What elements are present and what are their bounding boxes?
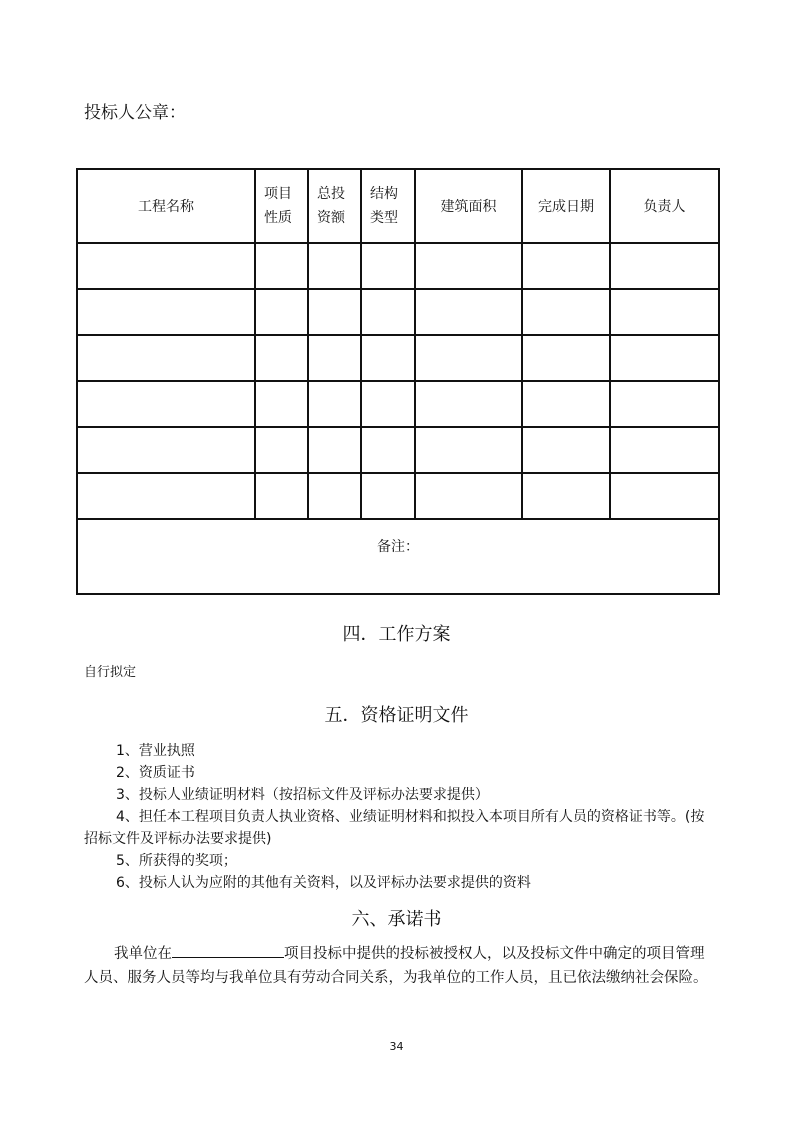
performance-table bbox=[76, 168, 720, 595]
list-item: 5、所获得的奖项； bbox=[116, 853, 237, 869]
section4-title: 四．工作方案 bbox=[342, 624, 451, 645]
section4-body: 自行拟定 bbox=[84, 665, 137, 680]
table-row bbox=[77, 289, 719, 335]
header-manager: 负责人 bbox=[610, 169, 719, 243]
page-number: 34 bbox=[389, 1040, 404, 1053]
list-item: 2、资质证书 bbox=[116, 765, 195, 781]
header-total-investment: 总投 资额 bbox=[308, 169, 361, 243]
list-item: 4、担任本工程项目负责人执业资格、业绩证明材料和拟投入本项目所有人员的资格证书等。(按招标文件及评标办法要求提供) bbox=[84, 809, 705, 847]
table-row bbox=[77, 243, 719, 289]
section5-list bbox=[84, 740, 714, 894]
header-project-nature: 项目 性质 bbox=[255, 169, 308, 243]
table-row bbox=[77, 381, 719, 427]
commitment-text-after: 项目投标中提供的投标被授权人，以及投标文件中确定的项目管理人员、服务人员等均与我单位具有劳动合同关系，为我单位的工作人员，且已依法缴纳社会保险。 bbox=[84, 946, 708, 986]
remark-row bbox=[77, 519, 719, 594]
remark-cell: 备注： bbox=[77, 519, 719, 594]
commitment-text-before: 我单位在 bbox=[114, 946, 172, 962]
header-structure-type: 结构 类型 bbox=[361, 169, 415, 243]
list-item: 6、投标人认为应附的其他有关资料，以及评标办法要求提供的资料 bbox=[116, 875, 531, 891]
table-row bbox=[77, 335, 719, 381]
section5-title: 五．资格证明文件 bbox=[324, 705, 469, 726]
list-item: 3、投标人业绩证明材料（按招标文件及评标办法要求提供） bbox=[116, 787, 489, 803]
bidder-seal-label: 投标人公章： bbox=[84, 103, 186, 123]
header-project-name: 工程名称 bbox=[77, 169, 255, 243]
header-completion-date: 完成日期 bbox=[522, 169, 610, 243]
commitment-paragraph bbox=[84, 942, 714, 990]
list-item: 1、营业执照 bbox=[116, 743, 195, 759]
project-name-blank bbox=[172, 943, 284, 958]
table-row bbox=[77, 427, 719, 473]
header-building-area: 建筑面积 bbox=[415, 169, 522, 243]
table-row bbox=[77, 473, 719, 519]
table-header-row bbox=[77, 169, 719, 243]
section6-title: 六、承诺书 bbox=[351, 909, 442, 930]
